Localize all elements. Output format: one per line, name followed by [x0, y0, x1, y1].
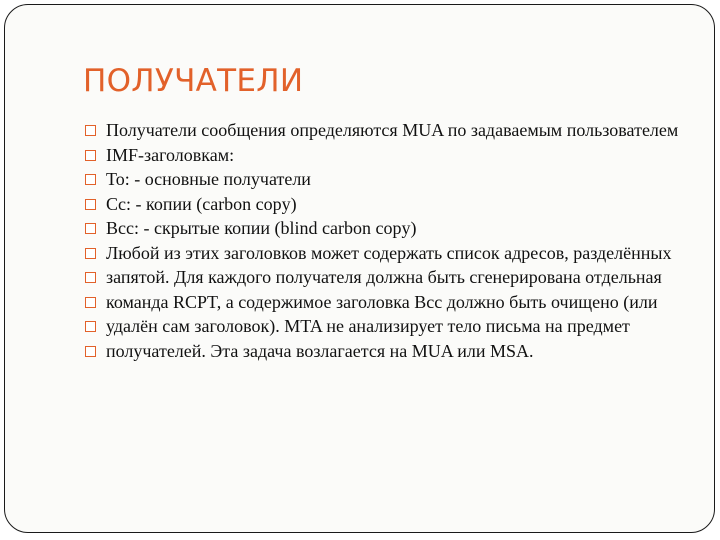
bullet-square-icon [85, 150, 96, 161]
slide-frame [4, 4, 715, 533]
bullet-square-icon [85, 297, 96, 308]
bullet-text: Cc: - копии (carbon copy) [106, 193, 297, 214]
bullet-item [85, 146, 685, 165]
bullet-item [85, 195, 685, 214]
bullet-text: удалён сам заголовок). MTA не анализирует тело письма на предмет [106, 316, 630, 336]
bullet-text: Получатели сообщения определяются MUA по задаваемым пользователем [106, 120, 679, 140]
bullet-text: команда RCPT, а содержимое заголовка Bcc должно быть очищено (или [106, 291, 658, 312]
bullet-item [85, 121, 685, 140]
bullet-item [85, 170, 685, 189]
bullet-item [85, 293, 685, 312]
bullet-square-icon [85, 248, 96, 259]
bullet-item [85, 268, 685, 287]
bullet-text: запятой. Для каждого получателя должна быть сгенерирована отдельная [106, 267, 662, 287]
bullet-text: Bcc: - скрытые копии (blind carbon copy) [106, 218, 417, 238]
bullet-item [85, 244, 685, 263]
bullet-item [85, 342, 685, 361]
bullet-text: Любой из этих заголовков может содержать список адресов, разделённых [106, 242, 672, 263]
bullet-square-icon [85, 125, 96, 136]
bullet-square-icon [85, 174, 96, 185]
slide-title: ПОЛУЧАТЕЛИ [83, 63, 304, 99]
bullet-square-icon [85, 321, 96, 332]
bullet-list [85, 121, 685, 366]
bullet-square-icon [85, 223, 96, 234]
bullet-square-icon [85, 346, 96, 357]
bullet-text: получателей. Эта задача возлагается на MUA или MSA. [106, 340, 534, 361]
bullet-square-icon [85, 199, 96, 210]
bullet-item [85, 317, 685, 336]
bullet-text: IMF-заголовкам: [106, 144, 235, 165]
bullet-text: To: - основные получатели [106, 169, 311, 189]
bullet-item [85, 219, 685, 238]
bullet-square-icon [85, 272, 96, 283]
